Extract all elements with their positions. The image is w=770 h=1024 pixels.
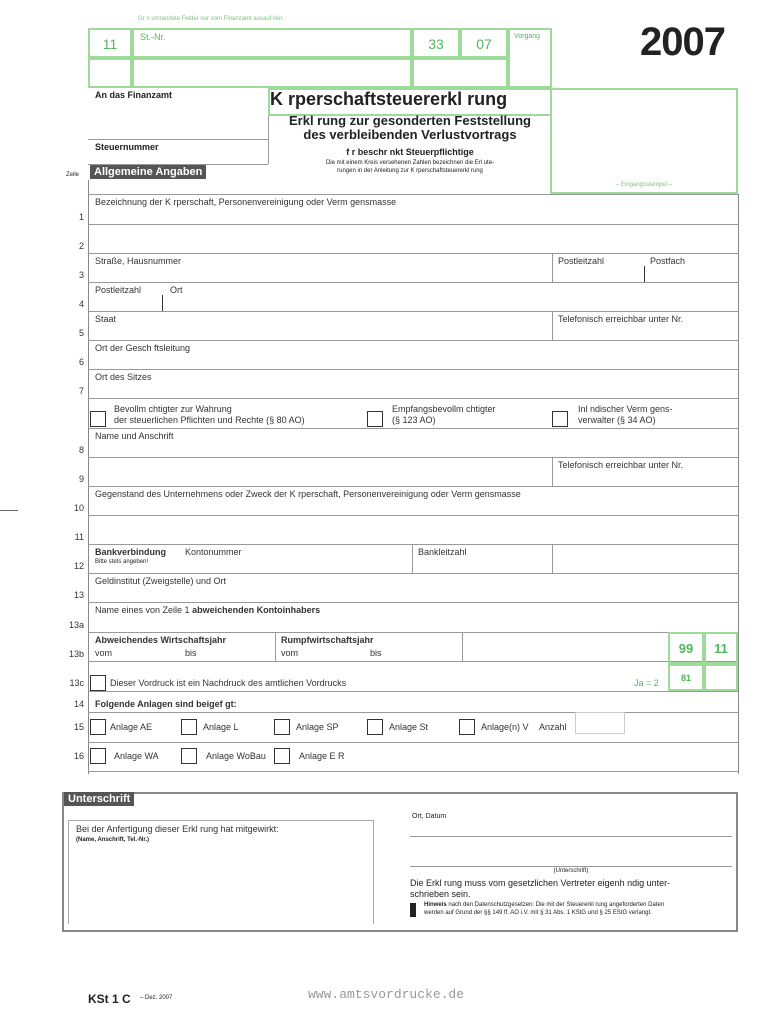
- field-81: 81: [680, 673, 691, 683]
- header-note: Gr n umrandete Felder nur vom Finanzamt ausauf llen.: [138, 16, 285, 22]
- label-anlage-wobau: Anlage WoBau: [206, 751, 266, 761]
- label-bev-2: der steuerlichen Pflichten und Rechte (§ 80 AO): [114, 415, 305, 425]
- label-anzahl: Anzahl: [539, 722, 567, 732]
- label-mitgewirkt: Bei der Anfertigung dieser Erkl rung hat mitgewirkt:: [76, 824, 279, 834]
- form-subtitle-3: f r beschr nkt Steuerpflichtige: [346, 147, 474, 157]
- form-subtitle-2: des verbleibenden Verlustvortrags: [303, 127, 517, 142]
- label-bitte-angeben: Bitte stets angeben!: [95, 559, 149, 565]
- stnr-label: St.-Nr.: [140, 32, 166, 42]
- label-hinweis-1: [424, 902, 664, 908]
- label-ja-2: Ja = 2: [634, 678, 659, 688]
- field-99: 99: [678, 641, 694, 656]
- label-inl-2: verwalter (§ 34 AO): [578, 415, 656, 425]
- label-ort-geschaeftsleitung: Ort der Gesch ftsleitung: [95, 343, 191, 353]
- line-number: 2: [78, 241, 84, 251]
- field-07: 07: [476, 36, 492, 52]
- section-allgemeine-angaben: Allgemeine Angaben: [90, 165, 206, 179]
- eingangsstempel-box: [550, 88, 738, 194]
- label-ort-datum: Ort, Datum: [412, 813, 447, 820]
- checkbox-anlage-sp[interactable]: [274, 719, 290, 735]
- line-number: 12: [73, 561, 84, 571]
- form-title: K rperschaftsteuererkl rung: [270, 89, 508, 109]
- line-number: 1: [78, 212, 84, 222]
- checkbox-anlage-st[interactable]: [367, 719, 383, 735]
- checkbox-anlage-v[interactable]: [459, 719, 475, 735]
- label-strasse: Straße, Hausnummer: [95, 256, 182, 266]
- label-anlage-ae: Anlage AE: [110, 722, 153, 732]
- checkbox-anlage-wa[interactable]: [90, 748, 106, 764]
- form-subtitle-1: Erkl rung zur gesonderten Feststellung: [289, 113, 531, 128]
- vorgang-label: Vorgang: [514, 33, 541, 40]
- checkbox-anlage-l[interactable]: [181, 719, 197, 735]
- label-ort-sitz: Ort des Sitzes: [95, 372, 152, 382]
- label-hinweis-bold: Hinweis: [424, 902, 447, 908]
- label-name-anschrift: Name und Anschrift: [95, 431, 174, 441]
- field-11b: 11: [714, 641, 728, 656]
- line-number: 4: [78, 299, 84, 309]
- line-number: 7: [78, 386, 84, 396]
- label-plz: Postleitzahl: [95, 285, 142, 295]
- label-postfach: Postfach: [650, 256, 686, 266]
- label-bev-1: Bevollm chtigter zur Wahrung: [114, 404, 232, 414]
- label-vom-2: vom: [281, 648, 299, 658]
- label-ort: Ort: [170, 285, 183, 295]
- hinweis-marker: [410, 903, 416, 917]
- label-geldinstitut: Geldinstitut (Zweigstelle) und Ort: [95, 576, 227, 586]
- line-number: 5: [78, 328, 84, 338]
- line-number: 9: [78, 474, 84, 484]
- checkbox-anlage-ae[interactable]: [90, 719, 106, 735]
- an-das-finanzamt: An das Finanzamt: [95, 90, 173, 100]
- vorgang-box: [508, 28, 552, 88]
- label-erklaerung-1: Die Erkl rung muss vom gesetzlichen Vertreter eigenh ndig unter-: [410, 878, 671, 888]
- green-box-empty-3: [412, 58, 508, 88]
- label-bezeichnung: Bezeichnung der K rperschaft, Personenvereinigung oder Verm gensmasse: [95, 197, 397, 207]
- line-number: 11: [74, 532, 84, 542]
- form-date: – Dez. 2007: [140, 995, 173, 1001]
- label-anlage-v: Anlage(n) V: [481, 722, 529, 732]
- form-id: KSt 1 C: [88, 992, 131, 1006]
- website-watermark: www.amtsvordrucke.de: [308, 987, 465, 1002]
- label-telefon-9: Telefonisch erreichbar unter Nr.: [558, 460, 684, 470]
- line-number: 13: [73, 590, 84, 600]
- label-inl-1: Inl ndischer Verm gens-: [578, 404, 673, 414]
- hint-line-2: rungen in der Anleitung zur K rperschaftsteuererkl rung: [337, 168, 483, 174]
- label-bankleitzahl: Bankleitzahl: [418, 547, 467, 557]
- eingangsstempel-label: – Eingangsstempel –: [615, 182, 673, 188]
- line-number: 3: [78, 270, 84, 280]
- label-kontoinhaber: [95, 605, 320, 615]
- checkbox-anlage-er[interactable]: [274, 748, 290, 764]
- green-box-empty-1: [88, 58, 132, 88]
- steuernummer-label: Steuernummer: [95, 142, 159, 152]
- mitgewirkt-box[interactable]: [68, 820, 374, 924]
- label-kontonummer: Kontonummer: [185, 547, 242, 557]
- field-81-box[interactable]: [668, 664, 704, 691]
- field-33: 33: [428, 36, 444, 52]
- checkbox-nachdruck[interactable]: [90, 675, 106, 691]
- line-number: 13c: [69, 678, 84, 688]
- label-emp-1: Empfangsbevollm chtigter: [392, 404, 496, 414]
- label-gegenstand: Gegenstand des Unternehmens oder Zweck der K rperschaft, Personenvereinigung oder Verm gensmasse: [95, 489, 521, 499]
- line-number: 15: [73, 722, 84, 732]
- line-number: 6: [78, 357, 84, 367]
- label-anlage-st: Anlage St: [389, 722, 429, 732]
- stnr-field[interactable]: [132, 28, 412, 58]
- line-number: 13b: [68, 649, 84, 659]
- field-07-box: [460, 28, 508, 58]
- label-nachdruck: Dieser Vordruck ist ein Nachdruck des amtlichen Vordrucks: [110, 678, 347, 688]
- green-box-empty-2: [132, 58, 412, 88]
- line-number: 16: [73, 751, 84, 761]
- label-hinweis-text: nach den Datenschutzgesetzen: Die mit der Steuererkl rung angeforderten Daten: [446, 902, 665, 908]
- checkbox-bevollmaechtigter[interactable]: [90, 411, 106, 427]
- label-bis-2: bis: [370, 648, 382, 658]
- label-anlage-wa: Anlage WA: [114, 751, 159, 761]
- hint-line-1: Die mit einem Kreis versehenen Zahlen bezeichnen die Erl ute-: [325, 160, 495, 166]
- field-11b-box: [704, 632, 738, 664]
- label-abw-wirtschaftsjahr: Abweichendes Wirtschaftsjahr: [95, 635, 226, 645]
- zeile-label: Zeile: [66, 172, 80, 178]
- label-erklaerung-2: schrieben sein.: [410, 889, 471, 899]
- checkbox-empfangsbevollmaechtigter[interactable]: [367, 411, 383, 427]
- field-11: 11: [102, 36, 118, 52]
- line-number: 8: [78, 445, 84, 455]
- label-kontoinhaber-1: Name eines von Zeile 1: [95, 605, 193, 615]
- label-postleitzahl: Postleitzahl: [558, 256, 605, 266]
- section-unterschrift: Unterschrift: [64, 792, 134, 806]
- field-81-value[interactable]: [704, 664, 738, 691]
- label-anlagen: Folgende Anlagen sind beigef gt:: [95, 699, 237, 709]
- label-anlage-er: Anlage E R: [299, 751, 345, 761]
- field-11-box: [88, 28, 132, 58]
- label-bis-1: bis: [185, 648, 197, 658]
- label-emp-2: (§ 123 AO): [392, 415, 436, 425]
- label-anlage-l: Anlage L: [203, 722, 239, 732]
- checkbox-inl-vermoegensverwalter[interactable]: [552, 411, 568, 427]
- anzahl-input[interactable]: [575, 712, 625, 734]
- line-number: 13a: [68, 620, 84, 630]
- label-staat: Staat: [95, 314, 117, 324]
- label-rumpfwirtschaftsjahr: Rumpfwirtschaftsjahr: [281, 635, 374, 645]
- label-hinweis-2: werden auf Grund der §§ 149 ff. AO i.V. mit § 31 Abs. 1 KStG und § 25 EStG verlangt.: [424, 910, 652, 916]
- line-number: 14: [73, 699, 84, 709]
- line-number: 10: [73, 503, 84, 513]
- field-99-box: [668, 632, 704, 664]
- field-33-box: [412, 28, 460, 58]
- label-vom-1: vom: [95, 648, 113, 658]
- label-telefon: Telefonisch erreichbar unter Nr.: [558, 314, 684, 324]
- checkbox-anlage-wobau[interactable]: [181, 748, 197, 764]
- label-kontoinhaber-2: abweichenden Kontoinhabers: [192, 605, 321, 615]
- label-name-anschrift-tel: (Name, Anschrift, Tel.-Nr.): [76, 837, 150, 843]
- label-anlage-sp: Anlage SP: [296, 722, 339, 732]
- form-year: 2007: [640, 20, 725, 64]
- label-bankverbindung: Bankverbindung: [95, 547, 167, 557]
- label-unterschrift: (Unterschrift): [553, 868, 589, 874]
